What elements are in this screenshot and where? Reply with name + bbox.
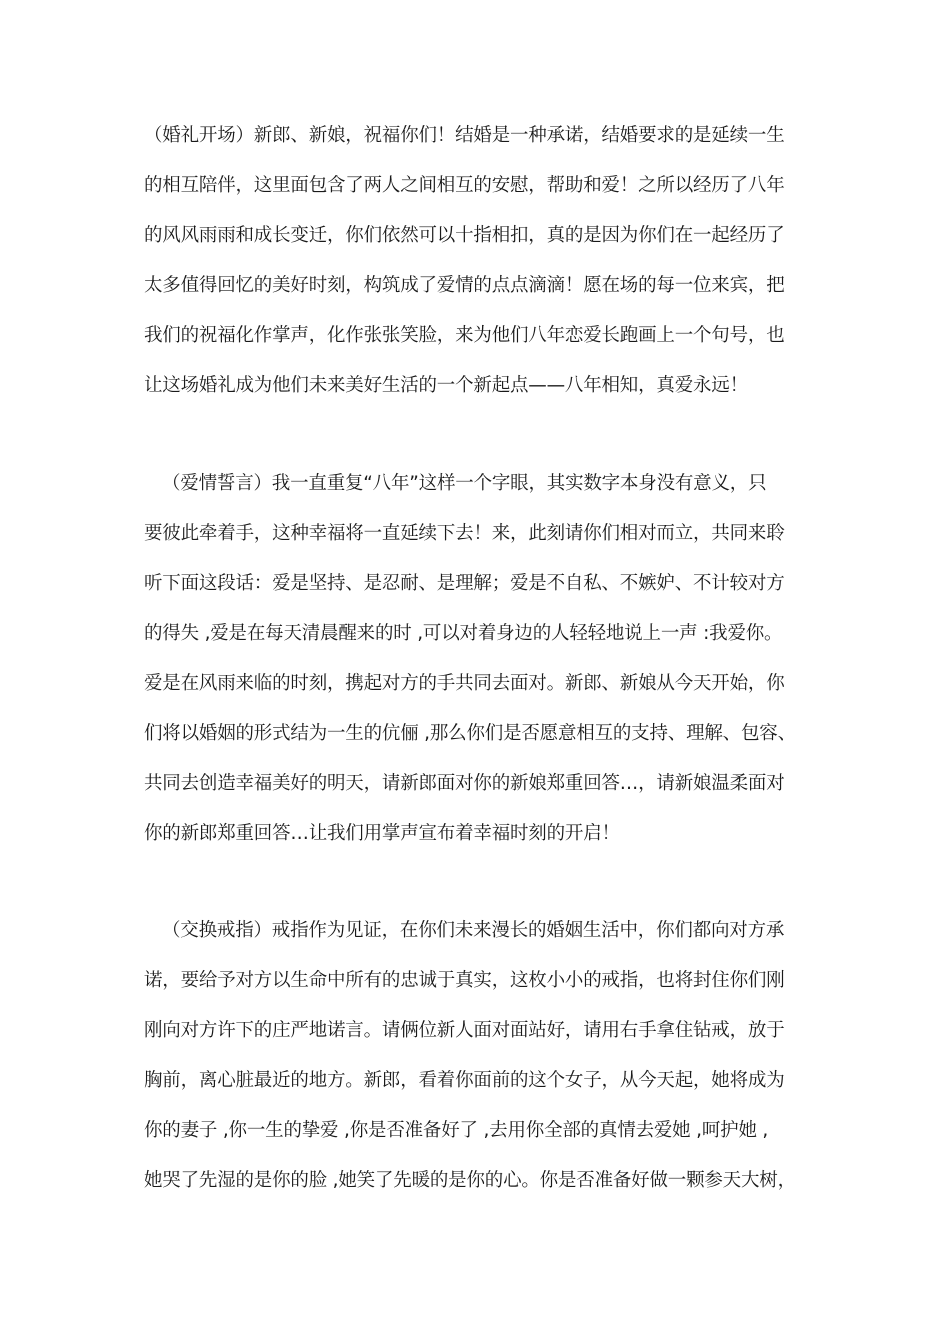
paragraph-ring-exchange <box>144 906 808 1206</box>
paragraph-love-vows <box>144 459 808 859</box>
text-line: 诺，要给予对方以生命中所有的忠诚于真实，这枚小小的戒指，也将封住你们刚 <box>144 970 785 991</box>
text-line: 的得失 ,爱是在每天清晨醒来的时 ,可以对着身边的人轻轻地说上一声 :我爱你。 <box>144 623 783 644</box>
text-line: （爱情誓言）我一直重复“八年”这样一个字眼，其实数字本身没有意义，只 <box>162 473 767 494</box>
text-line: （交换戒指）戒指作为见证，在你们未来漫长的婚姻生活中，你们都向对方承 <box>162 920 785 941</box>
text-line: 的风风雨雨和成长变迁，你们依然可以十指相扣，真的是因为你们在一起经历了 <box>144 225 785 246</box>
text-line: 你的新郎郑重回答…让我们用掌声宣布着幸福时刻的开启！ <box>144 823 620 844</box>
paragraph-wedding-opening <box>144 111 808 411</box>
text-line: 要彼此牵着手，这种幸福将一直延续下去！来，此刻请你们相对而立，共同来聆 <box>144 523 785 544</box>
text-line: （婚礼开场）新郎、新娘，祝福你们！结婚是一种承诺，结婚要求的是延续一生 <box>144 125 785 146</box>
text-line: 让这场婚礼成为他们未来美好生活的一个新起点——八年相知，真爱永远！ <box>144 375 748 396</box>
text-line: 你的妻子 ,你一生的挚爱 ,你是否准备好了 ,去用你全部的真情去爱她 ,呵护她 , <box>144 1120 769 1141</box>
text-line: 我们的祝福化作掌声，化作张张笑脸，来为他们八年恋爱长跑画上一个句号，也 <box>144 325 785 346</box>
text-line: 刚向对方许下的庄严地诺言。请俩位新人面对面站好，请用右手拿住钻戒，放于 <box>144 1020 785 1041</box>
text-line: 太多值得回忆的美好时刻，构筑成了爱情的点点滴滴！愿在场的每一位来宾，把 <box>144 275 785 296</box>
text-line: 共同去创造幸福美好的明天，请新郎面对你的新娘郑重回答…，请新娘温柔面对 <box>144 773 785 794</box>
text-line: 爱是在风雨来临的时刻，携起对方的手共同去面对。新郎、新娘从今天开始，你 <box>144 673 785 694</box>
text-line: 的相互陪伴，这里面包含了两人之间相互的安慰，帮助和爱！之所以经历了八年 <box>144 175 785 196</box>
text-line: 她哭了先湿的是你的脸 ,她笑了先暖的是你的心。你是否准备好做一颗参天大树， <box>144 1170 796 1191</box>
text-line: 胸前，离心脏最近的地方。新郎，看着你面前的这个女子，从今天起，她将成为 <box>144 1070 785 1091</box>
text-line: 们将以婚姻的形式结为一生的伉俪 ,那么你们是否愿意相互的支持、理解、包容、 <box>144 723 796 744</box>
text-line: 听下面这段话：爱是坚持、是忍耐、是理解；爱是不自私、不嫉妒、不计较对方 <box>144 573 785 594</box>
